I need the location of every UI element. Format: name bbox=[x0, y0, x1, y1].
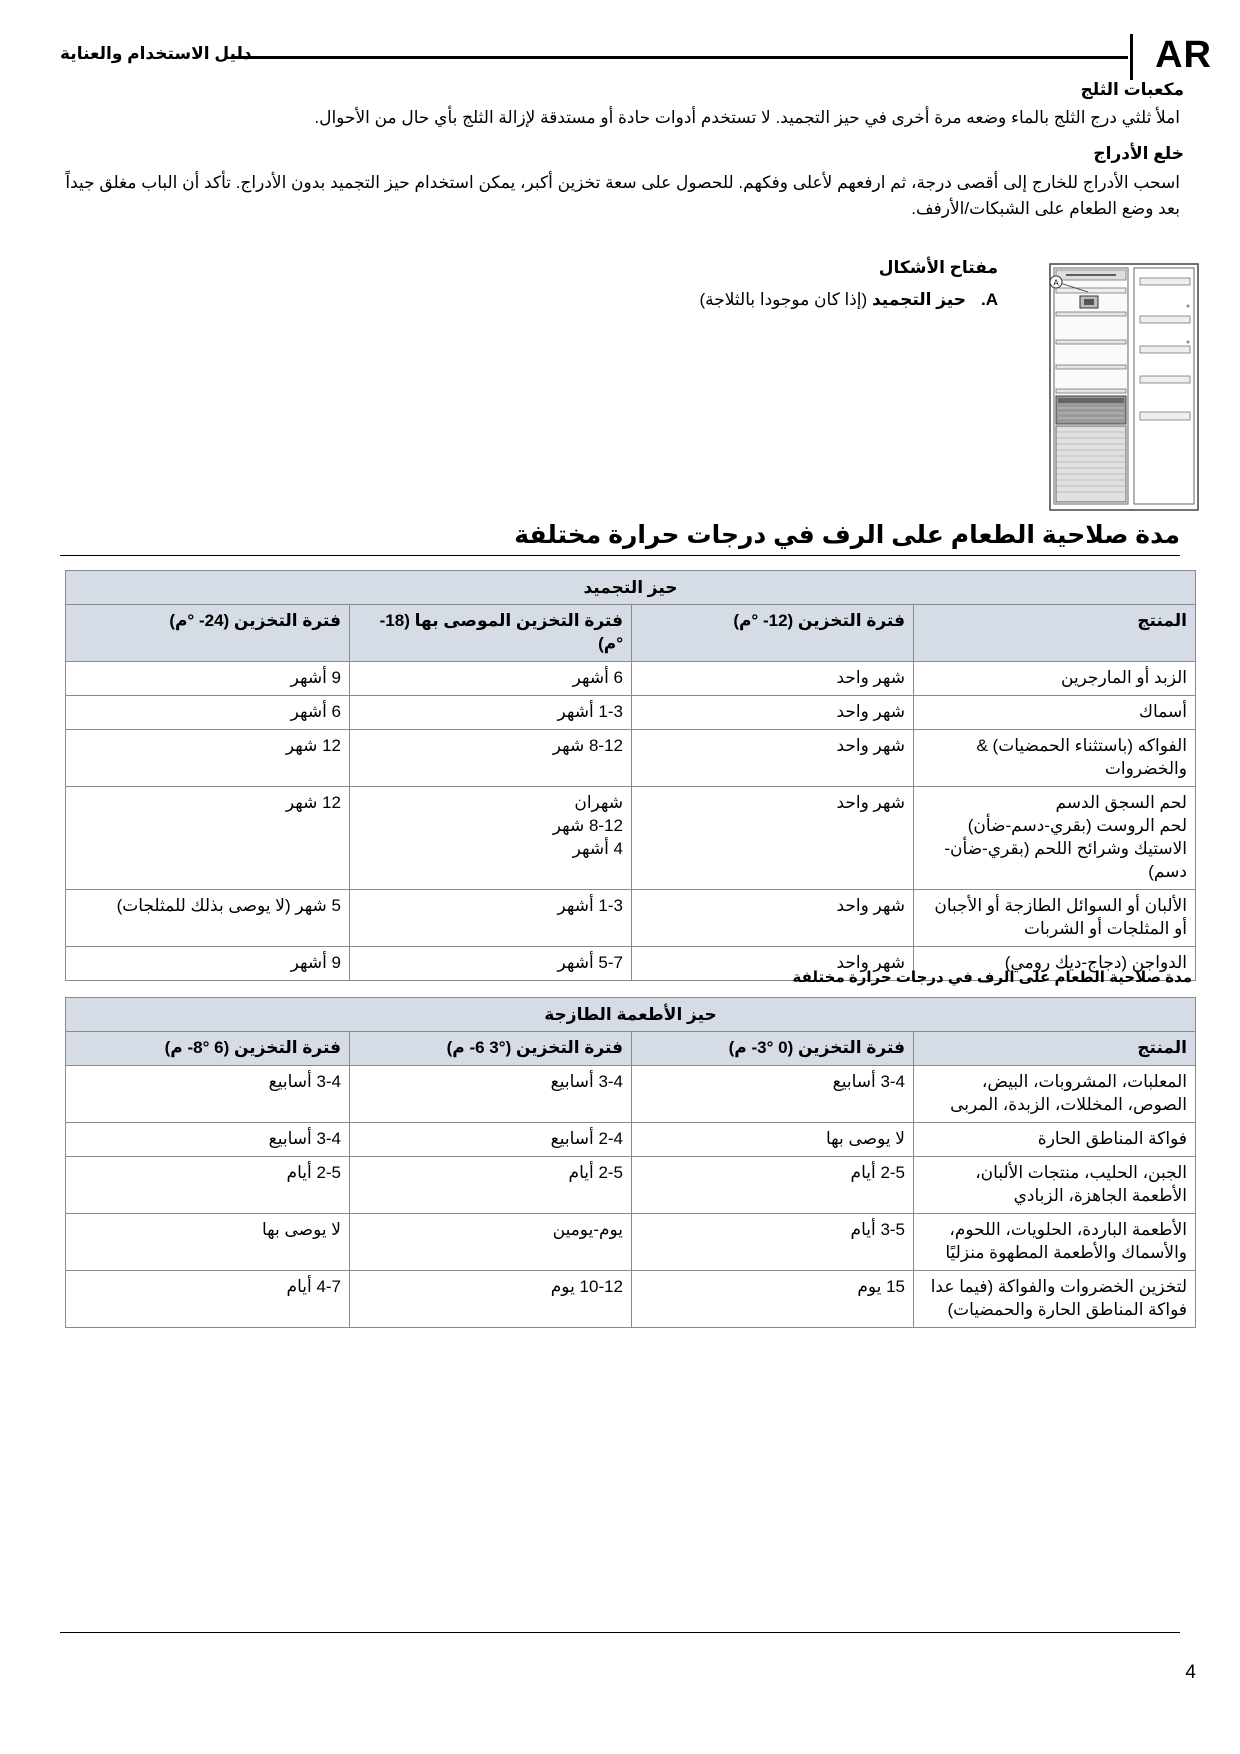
drawers-text-line2: بعد وضع الطعام على الشبكات/الأرفف. bbox=[911, 199, 1180, 218]
main-heading: مدة صلاحية الطعام على الرف في درجات حرارة مختلفة bbox=[514, 521, 1180, 549]
figure-key-item bbox=[198, 290, 998, 310]
product-cell: الزبد أو المارجرين bbox=[914, 662, 1196, 696]
value-cell: 3-4 أسابيع bbox=[66, 1066, 350, 1123]
value-line: شهران bbox=[574, 793, 623, 812]
value-cell bbox=[350, 787, 632, 890]
refrigerator-illustration bbox=[1048, 262, 1200, 512]
value-cell: 12 شهر bbox=[66, 730, 350, 787]
value-cell: 9 أشهر bbox=[66, 662, 350, 696]
value-cell: 2-4 أسابيع bbox=[350, 1123, 632, 1157]
figure-key-letter: A. bbox=[980, 290, 998, 309]
value-cell: 12 شهر bbox=[66, 787, 350, 890]
value-cell: 4-7 أيام bbox=[66, 1271, 350, 1328]
table-row bbox=[66, 696, 1196, 730]
value-cell: 9 أشهر bbox=[66, 947, 350, 981]
value-cell: شهر واحد bbox=[632, 730, 914, 787]
value-cell: 3-4 أسابيع bbox=[350, 1066, 632, 1123]
column-header: فترة التخزين (‎-8° 6 م) bbox=[66, 1032, 350, 1066]
figure-callout-a: A bbox=[1053, 278, 1059, 288]
product-line: لحم الروست (بقري-دسم-ضأن) bbox=[967, 816, 1187, 835]
column-header: المنتج bbox=[914, 605, 1196, 662]
table-row bbox=[66, 662, 1196, 696]
value-cell: 2-5 أيام bbox=[632, 1157, 914, 1214]
value-cell: 2-5 أيام bbox=[66, 1157, 350, 1214]
value-cell: 5-7 أشهر bbox=[350, 947, 632, 981]
product-cell: فواكة المناطق الحارة bbox=[914, 1123, 1196, 1157]
header-vertical-bar bbox=[1130, 34, 1133, 80]
product-cell bbox=[914, 787, 1196, 890]
product-cell: المعلبات، المشروبات، البيض، الصوص، المخللات، الزبدة، المربى bbox=[914, 1066, 1196, 1123]
product-cell: لتخزين الخضروات والفواكة (فيما عدا فواكة المناطق الحارة والحمضيات) bbox=[914, 1271, 1196, 1328]
page-number: 4 bbox=[1185, 1662, 1196, 1683]
figure-key-title: مفتاح الأشكال bbox=[878, 258, 998, 277]
table-row bbox=[66, 1157, 1196, 1214]
main-heading-rule bbox=[60, 555, 1180, 556]
product-cell: الفواكه (باستثناء الحمضيات) & والخضروات bbox=[914, 730, 1196, 787]
value-line: 4 أشهر bbox=[572, 839, 623, 858]
value-cell: 5 شهر (لا يوصى بذلك للمثلجات) bbox=[66, 890, 350, 947]
freezer-storage-table bbox=[65, 570, 1196, 981]
figure-key-note: (إذا كان موجودا بالثلاجة) bbox=[699, 290, 868, 309]
table-row bbox=[66, 1214, 1196, 1271]
product-cell: الجبن، الحليب، منتجات الألبان، الأطعمة الجاهزة، الزبادي bbox=[914, 1157, 1196, 1214]
drawers-title: خلع الأدراج bbox=[1093, 144, 1184, 163]
fresh-table-caption: حيز الأطعمة الطازجة bbox=[66, 998, 1196, 1032]
fresh-food-storage-table bbox=[65, 997, 1196, 1328]
language-code: AR bbox=[1155, 34, 1212, 76]
sub-heading: مدة صلاحية الطعام على الرف في درجات حرارة مختلفة bbox=[792, 969, 1192, 986]
document-title: دليل الاستخدام والعناية bbox=[60, 44, 252, 63]
product-cell: الأطعمة الباردة، الحلويات، اللحوم، والأسماك والأطعمة المطهوة منزليًا bbox=[914, 1214, 1196, 1271]
column-header: فترة التخزين (‎-6 3° م) bbox=[350, 1032, 632, 1066]
table-row bbox=[66, 787, 1196, 890]
column-header: فترة التخزين الموصى بها (‎-18 °م) bbox=[350, 605, 632, 662]
value-cell: شهر واحد bbox=[632, 696, 914, 730]
ice-cubes-text: املأ ثلثي درج الثلج بالماء وضعه مرة أخرى في حيز التجميد. لا تستخدم أدوات حادة أو مستدقة لإزالة الثلج بأي حال من الأحوال. bbox=[314, 108, 1180, 127]
table-row bbox=[66, 730, 1196, 787]
value-cell: شهر واحد bbox=[632, 947, 914, 981]
value-cell: شهر واحد bbox=[632, 787, 914, 890]
freezer-table-caption: حيز التجميد bbox=[66, 571, 1196, 605]
product-line: لحم السجق الدسم bbox=[1055, 793, 1187, 812]
table-row bbox=[66, 890, 1196, 947]
value-cell: 1-3 أشهر bbox=[350, 696, 632, 730]
column-header: فترة التخزين (‎-3° 0 م) bbox=[632, 1032, 914, 1066]
value-cell: شهر واحد bbox=[632, 890, 914, 947]
value-cell: 3-4 أسابيع bbox=[66, 1123, 350, 1157]
value-cell: 6 أشهر bbox=[66, 696, 350, 730]
table-row bbox=[66, 1271, 1196, 1328]
product-cell: الألبان أو السوائل الطازجة أو الأجبان أو المثلجات أو الشربات bbox=[914, 890, 1196, 947]
table-row bbox=[66, 1123, 1196, 1157]
value-cell: 15 يوم bbox=[632, 1271, 914, 1328]
product-cell: أسماك bbox=[914, 696, 1196, 730]
column-header: المنتج bbox=[914, 1032, 1196, 1066]
value-cell: 6 أشهر bbox=[350, 662, 632, 696]
product-line: دسم) bbox=[1148, 862, 1187, 881]
value-cell: 10-12 يوم bbox=[350, 1271, 632, 1328]
footer-rule bbox=[60, 1632, 1180, 1633]
column-header: فترة التخزين (‎-24 °م) bbox=[66, 605, 350, 662]
value-line: 8-12 شهر bbox=[552, 816, 623, 835]
drawers-text-line1: اسحب الأدراج للخارج إلى أقصى درجة، ثم ارفعهم لأعلى وفكهم. للحصول على سعة تخزين أكبر، يمكن استخدام حيز التجميد بدون الأدراج. تأكد أن الباب مغلق جيداً bbox=[65, 173, 1180, 192]
value-cell: يوم-يومين bbox=[350, 1214, 632, 1271]
product-line: الاستيك وشرائح اللحم (بقري-ضأن- bbox=[944, 839, 1187, 858]
value-cell: 2-5 أيام bbox=[350, 1157, 632, 1214]
value-cell: 1-3 أشهر bbox=[350, 890, 632, 947]
value-cell: 8-12 شهر bbox=[350, 730, 632, 787]
product-cell: الدواجن (دجاج-ديك رومي) bbox=[914, 947, 1196, 981]
figure-key-label: حيز التجميد bbox=[871, 290, 966, 309]
table-row bbox=[66, 1066, 1196, 1123]
header-rule bbox=[232, 56, 1128, 59]
value-cell: 3-4 أسابيع bbox=[632, 1066, 914, 1123]
ice-cubes-title: مكعبات الثلج bbox=[1080, 80, 1184, 99]
value-cell: شهر واحد bbox=[632, 662, 914, 696]
value-cell: 3-5 أيام bbox=[632, 1214, 914, 1271]
value-cell: لا يوصى بها bbox=[66, 1214, 350, 1271]
column-header: فترة التخزين (‎-12 °م) bbox=[632, 605, 914, 662]
value-cell: لا يوصى بها bbox=[632, 1123, 914, 1157]
